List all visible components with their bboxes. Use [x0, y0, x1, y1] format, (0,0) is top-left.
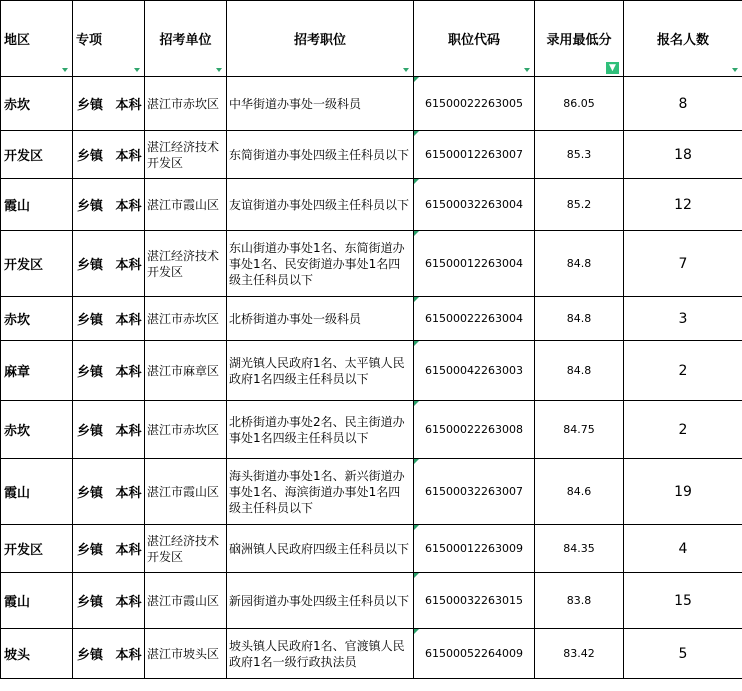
- cell-code[interactable]: [414, 297, 535, 341]
- text-number-indicator-icon: [414, 131, 419, 136]
- filter-dropdown-icon[interactable]: [403, 68, 409, 72]
- cell-position[interactable]: [227, 573, 414, 629]
- cell-region[interactable]: [1, 297, 73, 341]
- cell-special[interactable]: [73, 525, 145, 573]
- cell-min-score-text: 83.8: [566, 594, 592, 607]
- cell-position-text: 中华街道办事处一级科员: [229, 96, 362, 111]
- cell-position-text: 北桥街道办事处一级科员: [229, 311, 362, 326]
- cell-min-score-text: 86.05: [563, 97, 595, 110]
- text-number-indicator-icon: [414, 459, 419, 464]
- cell-special[interactable]: [73, 459, 145, 525]
- header-code-label: 职位代码: [447, 33, 500, 48]
- cell-special-text: 乡镇 本科: [77, 258, 142, 273]
- cell-region-text: 赤坎: [4, 98, 31, 113]
- cell-special-text: 乡镇 本科: [77, 595, 142, 610]
- cell-special-text: 乡镇 本科: [77, 365, 142, 380]
- cell-unit-text: 湛江经济技术开发区: [147, 248, 220, 279]
- cell-min-score[interactable]: [535, 77, 624, 131]
- cell-special[interactable]: [73, 297, 145, 341]
- cell-code-text: 61500022263008: [425, 423, 523, 436]
- cell-region-text: 霞山: [4, 199, 31, 214]
- cell-special-text: 乡镇 本科: [77, 648, 142, 663]
- cell-position[interactable]: [227, 401, 414, 459]
- header-min-score[interactable]: [535, 1, 624, 77]
- text-number-indicator-icon: [414, 573, 419, 578]
- cell-special-text: 乡镇 本科: [77, 486, 142, 501]
- cell-unit[interactable]: [145, 629, 227, 679]
- cell-special-text: 乡镇 本科: [77, 424, 142, 439]
- cell-unit[interactable]: [145, 341, 227, 401]
- table-row: [1, 573, 742, 629]
- cell-min-score-text: 85.3: [566, 148, 592, 161]
- cell-min-score[interactable]: [535, 401, 624, 459]
- cell-special[interactable]: [73, 401, 145, 459]
- filter-dropdown-icon[interactable]: [524, 68, 530, 72]
- cell-applicants-text: 15: [674, 592, 692, 609]
- cell-position[interactable]: [227, 629, 414, 679]
- cell-unit[interactable]: [145, 179, 227, 231]
- cell-code[interactable]: [414, 459, 535, 525]
- cell-code[interactable]: [414, 77, 535, 131]
- cell-code-text: 61500022263005: [425, 97, 523, 110]
- cell-unit-text: 湛江市赤坎区: [147, 96, 220, 111]
- header-applicants[interactable]: [624, 1, 742, 77]
- text-number-indicator-icon: [414, 401, 419, 406]
- cell-code-text: 61500032263007: [425, 485, 523, 498]
- cell-special[interactable]: [73, 131, 145, 179]
- cell-unit-text: 湛江市赤坎区: [147, 422, 220, 437]
- cell-position-text: 友谊街道办事处四级主任科员以下: [229, 197, 410, 212]
- cell-min-score-text: 84.8: [566, 312, 592, 325]
- cell-applicants-text: 2: [678, 421, 688, 438]
- cell-position[interactable]: [227, 77, 414, 131]
- cell-position-text: 海头街道办事处1名、新兴街道办事处1名、海滨街道办事处1名四级主任科员以下: [229, 468, 405, 515]
- cell-applicants[interactable]: [624, 131, 742, 179]
- filter-dropdown-icon[interactable]: [62, 68, 68, 72]
- header-applicants-label: 报名人数: [656, 33, 709, 48]
- cell-position[interactable]: [227, 459, 414, 525]
- table-row: [1, 629, 742, 679]
- cell-applicants-text: 5: [678, 645, 688, 662]
- cell-applicants-text: 19: [674, 483, 692, 500]
- cell-position[interactable]: [227, 179, 414, 231]
- cell-region-text: 开发区: [4, 543, 44, 558]
- table-row: [1, 297, 742, 341]
- cell-special-text: 乡镇 本科: [77, 199, 142, 214]
- cell-applicants[interactable]: [624, 231, 742, 297]
- cell-special[interactable]: [73, 341, 145, 401]
- cell-region-text: 赤坎: [4, 313, 31, 328]
- cell-applicants-text: 12: [674, 196, 692, 213]
- cell-min-score[interactable]: [535, 131, 624, 179]
- cell-min-score-text: 84.35: [563, 542, 595, 555]
- cell-applicants-text: 18: [674, 146, 692, 163]
- table-row: [1, 525, 742, 573]
- cell-region[interactable]: [1, 231, 73, 297]
- cell-unit[interactable]: [145, 231, 227, 297]
- cell-position-text: 北桥街道办事处2名、民主街道办事处1名四级主任科员以下: [229, 414, 405, 445]
- cell-min-score-text: 84.75: [563, 423, 595, 436]
- cell-applicants[interactable]: [624, 179, 742, 231]
- cell-code[interactable]: [414, 341, 535, 401]
- cell-unit-text: 湛江市霞山区: [147, 593, 220, 608]
- header-unit[interactable]: [145, 1, 227, 77]
- cell-region-text: 霞山: [4, 595, 31, 610]
- cell-unit[interactable]: [145, 459, 227, 525]
- cell-region[interactable]: [1, 573, 73, 629]
- cell-applicants[interactable]: [624, 77, 742, 131]
- cell-unit-text: 湛江经济技术开发区: [147, 533, 220, 564]
- cell-position[interactable]: [227, 341, 414, 401]
- cell-min-score[interactable]: [535, 459, 624, 525]
- cell-code-text: 61500032263004: [425, 198, 523, 211]
- cell-code[interactable]: [414, 179, 535, 231]
- text-number-indicator-icon: [414, 77, 419, 82]
- cell-special-text: 乡镇 本科: [77, 149, 142, 164]
- cell-unit-text: 湛江市麻章区: [147, 363, 220, 378]
- header-special[interactable]: [73, 1, 145, 77]
- header-position-label: 招考职位: [293, 33, 346, 48]
- cell-region-text: 霞山: [4, 486, 31, 501]
- cell-region-text: 开发区: [4, 149, 44, 164]
- cell-code[interactable]: [414, 629, 535, 679]
- header-row: [1, 1, 742, 77]
- cell-applicants[interactable]: [624, 297, 742, 341]
- cell-region[interactable]: [1, 629, 73, 679]
- cell-applicants-text: 7: [678, 255, 688, 272]
- cell-region-text: 赤坎: [4, 424, 31, 439]
- cell-min-score-text: 85.2: [566, 198, 592, 211]
- table-row: [1, 459, 742, 525]
- cell-special-text: 乡镇 本科: [77, 543, 142, 558]
- cell-applicants-text: 4: [678, 540, 688, 557]
- cell-code-text: 61500042263003: [425, 364, 523, 377]
- cell-unit[interactable]: [145, 77, 227, 131]
- cell-region[interactable]: [1, 525, 73, 573]
- cell-special[interactable]: [73, 77, 145, 131]
- header-region-label: 地区: [4, 33, 31, 48]
- cell-region-text: 麻章: [4, 365, 31, 380]
- cell-applicants[interactable]: [624, 459, 742, 525]
- header-min-score-label: 录用最低分: [546, 33, 612, 48]
- cell-region[interactable]: [1, 341, 73, 401]
- cell-special[interactable]: [73, 231, 145, 297]
- cell-special[interactable]: [73, 573, 145, 629]
- cell-special-text: 乡镇 本科: [77, 313, 142, 328]
- cell-code[interactable]: [414, 131, 535, 179]
- cell-position-text: 东简街道办事处四级主任科员以下: [229, 147, 410, 162]
- cell-position-text: 东山街道办事处1名、东简街道办事处1名、民安街道办事处1名四级主任科员以下: [229, 240, 405, 287]
- text-number-indicator-icon: [414, 629, 419, 634]
- header-region[interactable]: [1, 1, 73, 77]
- cell-applicants[interactable]: [624, 525, 742, 573]
- text-number-indicator-icon: [414, 341, 419, 346]
- cell-position-text: 新园街道办事处四级主任科员以下: [229, 593, 410, 608]
- text-number-indicator-icon: [414, 525, 419, 530]
- cell-special[interactable]: [73, 629, 145, 679]
- cell-position[interactable]: [227, 131, 414, 179]
- cell-unit[interactable]: [145, 297, 227, 341]
- cell-applicants[interactable]: [624, 573, 742, 629]
- cell-code-text: 61500012263004: [425, 257, 523, 270]
- cell-applicants[interactable]: [624, 401, 742, 459]
- cell-code[interactable]: [414, 231, 535, 297]
- cell-position[interactable]: [227, 297, 414, 341]
- cell-code-text: 61500022263004: [425, 312, 523, 325]
- cell-min-score[interactable]: [535, 525, 624, 573]
- table-row: [1, 341, 742, 401]
- cell-code-text: 61500012263007: [425, 148, 523, 161]
- cell-position[interactable]: [227, 231, 414, 297]
- cell-min-score-text: 84.6: [566, 485, 592, 498]
- filter-dropdown-icon[interactable]: [216, 68, 222, 72]
- header-special-label: 专项: [76, 33, 103, 48]
- cell-applicants-text: 8: [678, 95, 688, 112]
- cell-unit[interactable]: [145, 401, 227, 459]
- cell-code-text: 61500052264009: [425, 647, 523, 660]
- cell-position-text: 湖光镇人民政府1名、太平镇人民政府1名四级主任科员以下: [229, 355, 405, 386]
- text-number-indicator-icon: [414, 231, 419, 236]
- cell-unit-text: 湛江市坡头区: [147, 646, 220, 661]
- cell-region[interactable]: [1, 77, 73, 131]
- header-position[interactable]: [227, 1, 414, 77]
- cell-special-text: 乡镇 本科: [77, 98, 142, 113]
- filter-dropdown-icon[interactable]: [134, 68, 140, 72]
- cell-min-score[interactable]: [535, 573, 624, 629]
- cell-min-score-text: 84.8: [566, 364, 592, 377]
- cell-unit-text: 湛江市霞山区: [147, 197, 220, 212]
- cell-applicants[interactable]: [624, 341, 742, 401]
- cell-unit[interactable]: [145, 525, 227, 573]
- cell-unit-text: 湛江市赤坎区: [147, 311, 220, 326]
- cell-position[interactable]: [227, 525, 414, 573]
- cell-special[interactable]: [73, 179, 145, 231]
- header-unit-label: 招考单位: [159, 33, 212, 48]
- cell-position-text: 坡头镇人民政府1名、官渡镇人民政府1名一级行政执法员: [229, 638, 405, 669]
- cell-applicants-text: 3: [678, 310, 688, 327]
- cell-unit-text: 湛江市霞山区: [147, 484, 220, 499]
- cell-applicants-text: 2: [678, 362, 688, 379]
- cell-min-score[interactable]: [535, 629, 624, 679]
- cell-region[interactable]: [1, 459, 73, 525]
- active-filter-icon[interactable]: ▼: [606, 62, 619, 74]
- cell-code[interactable]: [414, 525, 535, 573]
- cell-min-score[interactable]: [535, 341, 624, 401]
- cell-applicants[interactable]: [624, 629, 742, 679]
- cell-position-text: 硇洲镇人民政府四级主任科员以下: [229, 541, 410, 556]
- cell-unit[interactable]: [145, 131, 227, 179]
- cell-min-score-text: 83.42: [563, 647, 595, 660]
- cell-region-text: 开发区: [4, 258, 44, 273]
- cell-code-text: 61500012263009: [425, 542, 523, 555]
- table-row: [1, 77, 742, 131]
- text-number-indicator-icon: [414, 179, 419, 184]
- cell-code[interactable]: [414, 401, 535, 459]
- cell-region[interactable]: [1, 179, 73, 231]
- cell-region[interactable]: [1, 401, 73, 459]
- cell-code-text: 61500032263015: [425, 594, 523, 607]
- filter-dropdown-icon[interactable]: [732, 68, 738, 72]
- cell-min-score-text: 84.8: [566, 257, 592, 270]
- cell-min-score[interactable]: [535, 231, 624, 297]
- cell-min-score[interactable]: [535, 297, 624, 341]
- table-row: [1, 401, 742, 459]
- table-row: [1, 231, 742, 297]
- table-row: [1, 179, 742, 231]
- table-row: [1, 131, 742, 179]
- cell-region-text: 坡头: [4, 648, 31, 663]
- cell-unit[interactable]: [145, 573, 227, 629]
- cell-unit-text: 湛江经济技术开发区: [147, 139, 220, 170]
- cell-region[interactable]: [1, 131, 73, 179]
- header-code[interactable]: [414, 1, 535, 77]
- cell-code[interactable]: [414, 573, 535, 629]
- cell-min-score[interactable]: [535, 179, 624, 231]
- text-number-indicator-icon: [414, 297, 419, 302]
